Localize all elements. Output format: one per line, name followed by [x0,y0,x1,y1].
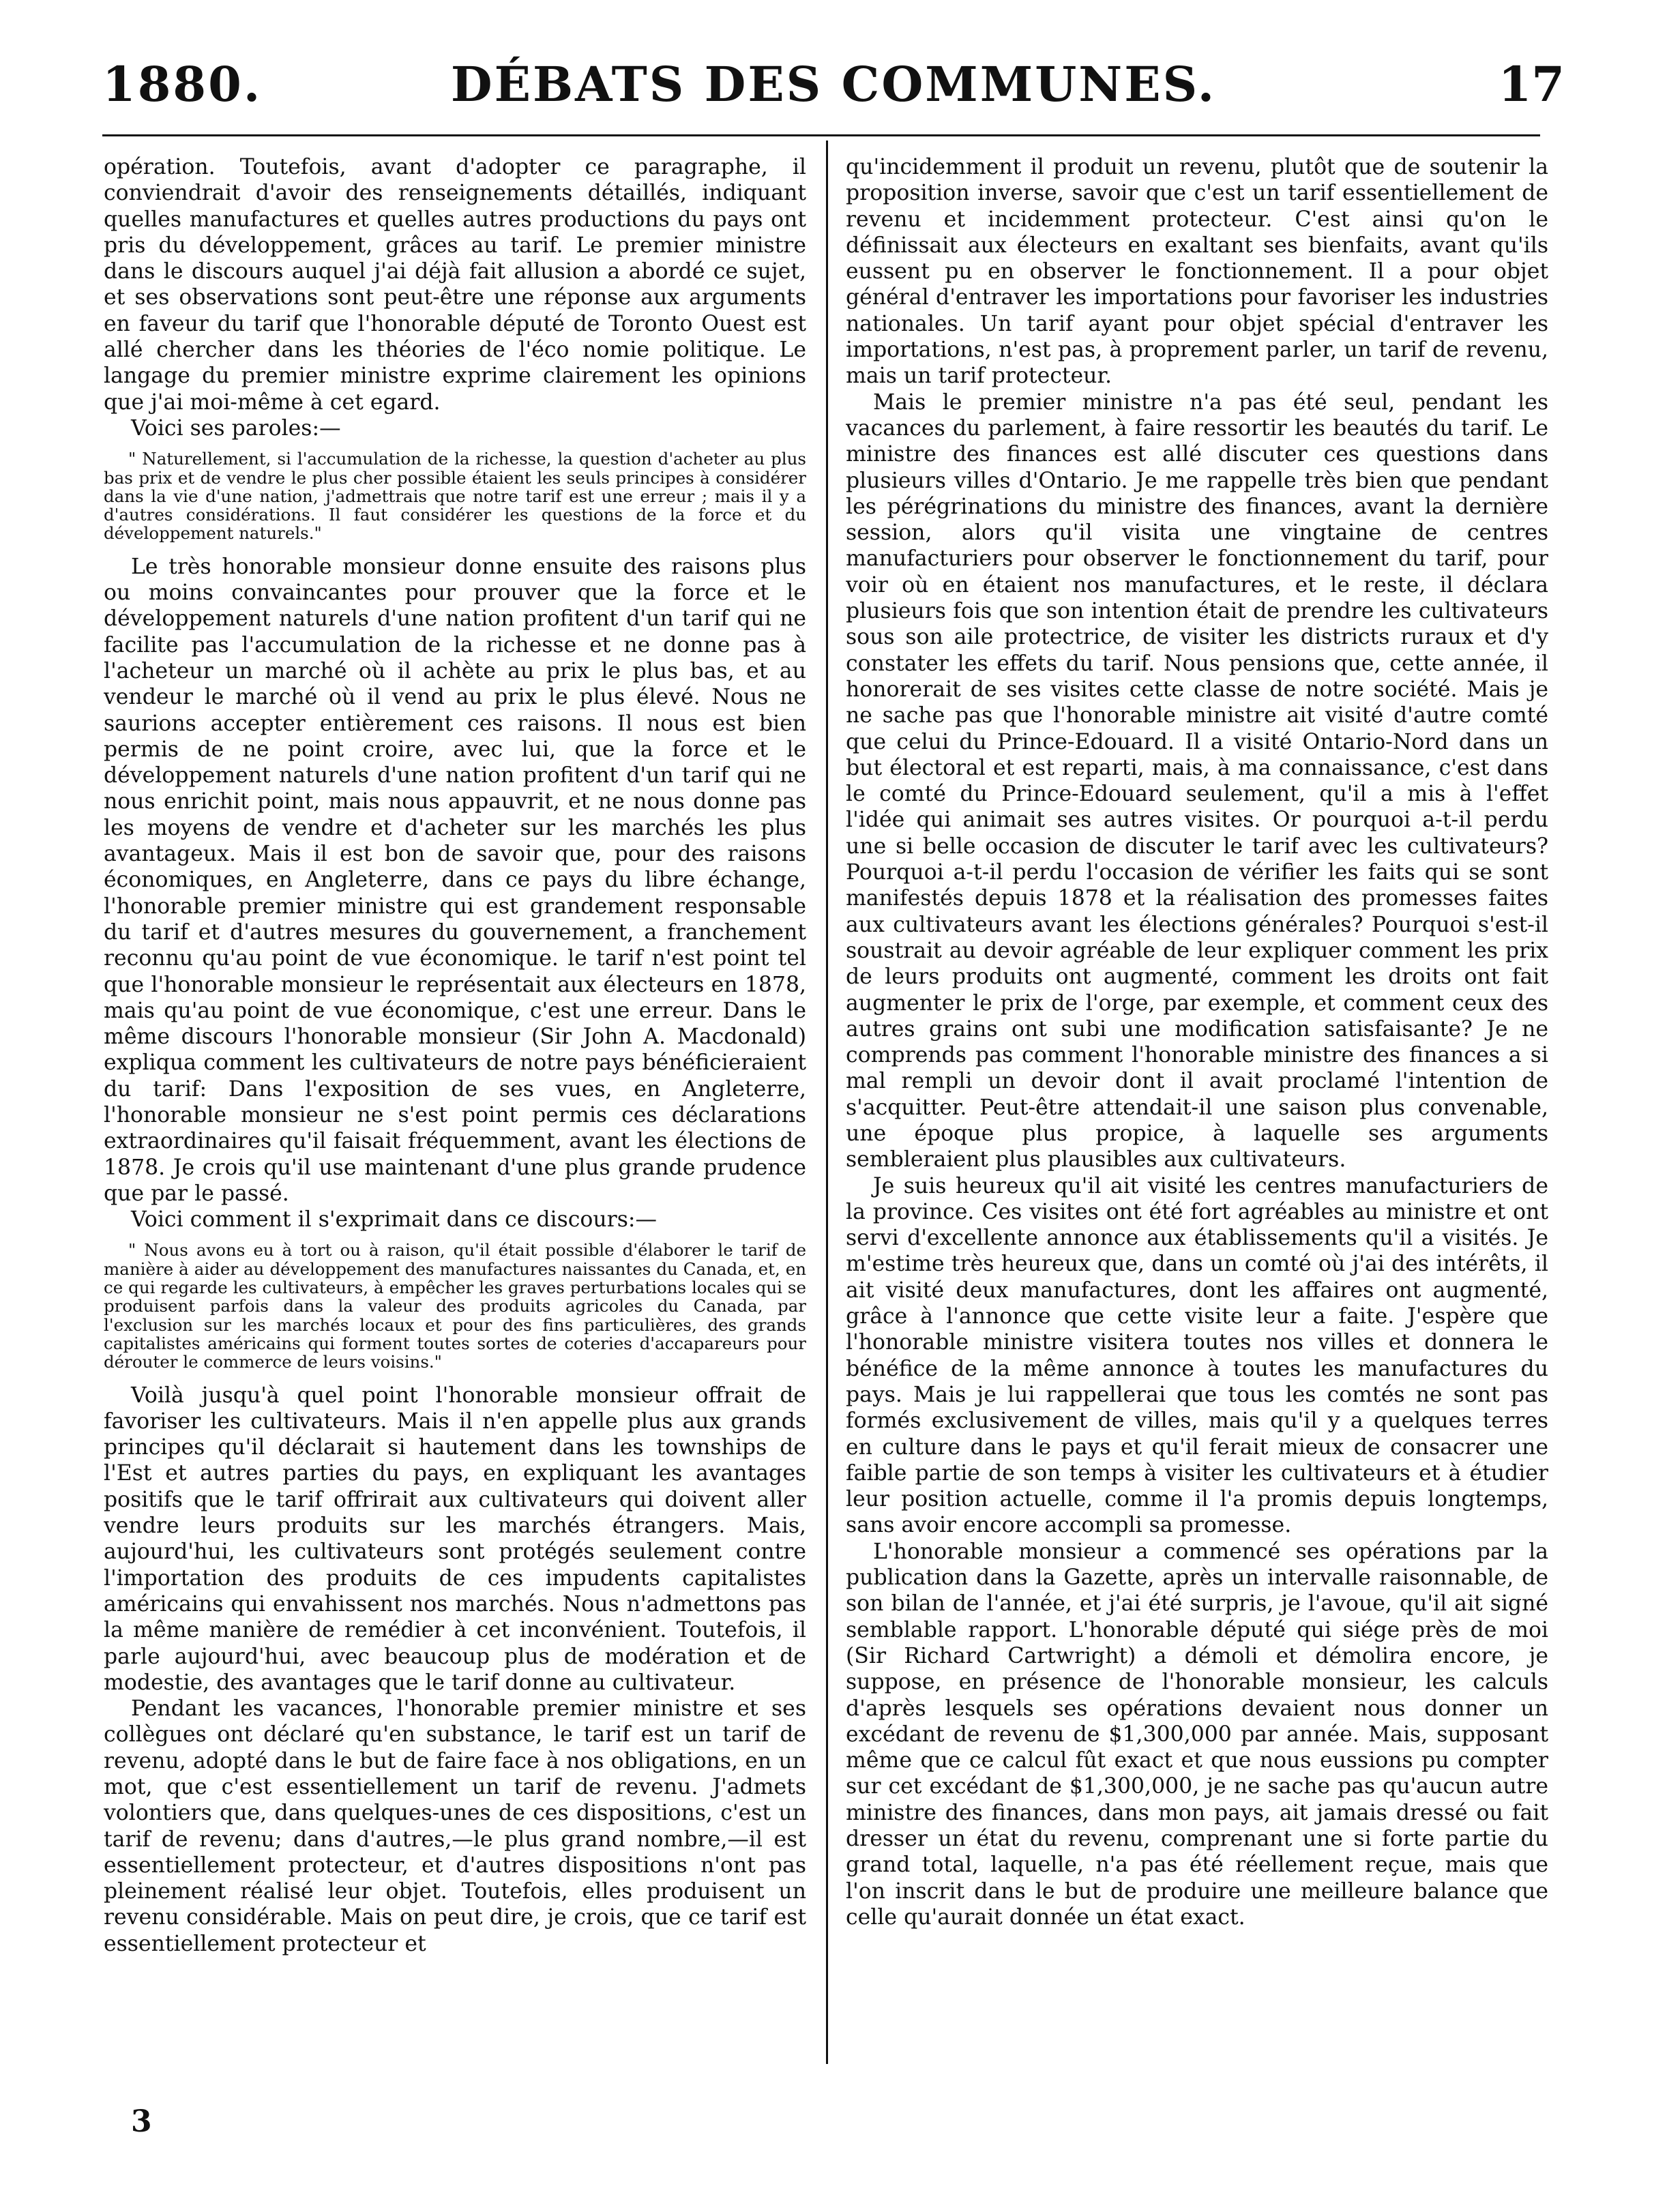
column-divider [826,141,828,2064]
paragraph: Voici ses paroles:— [131,415,341,441]
block-quote: " Nous avons eu à tort ou à raison, qu'il était possible d'élaborer le tarif de manière à aider au développement des manufactures naissantes du Canada, et, en ce qui regarde les cultivateurs, à empêcher les graves perturbations locales qui se produisent parfois dans la valeur des produits agricoles du Canada, par l'exclusion sur les marchés locaux et pour des fins particulières, des grands capitalistes américains qui forment toutes sortes de coteries d'accapareurs pour dérouter le commerce de leurs voisins." [104,1240,806,1372]
paragraph: Le très honorable monsieur donne ensuite des raisons plus ou moins convaincantes pour prouver que la force et le développement naturels d'une nation profitent d'un tarif qui ne facilite pas l'accumulation de la richesse et ne donne pas à l'acheteur un marché où il achète au prix le plus bas, et au vendeur le marché où il vend au prix le plus élevé. Nous ne saurions accepter entièrement ces raisons. Il nous est bien permis de ne point croire, avec lui, que la force et le développement naturels d'une nation profitent d'un tarif qui ne nous enrichit point, mais nous appauvrit, et ne nous donne pas les moyens de vendre et d'acheter sur les marchés les plus avantageux. Mais il est bon de savoir que, pour des raisons économiques, en Angleterre, dans ce pays du libre échange, l'honorable premier ministre qui est grandement responsable du tarif et d'autres mesures du gouvernement, a franchement reconnu qu'au point de vue économique. le tarif n'est point tel que l'honorable monsieur le représentait aux électeurs en 1878, mais qu'au point de vue économique, c'est une erreur. Dans le même discours l'honorable monsieur (Sir John A. Macdonald) expliqua comment les cultivateurs de notre pays bénéficieraient du tarif: Dans l'exposition de ses vues, en Angleterre, l'honorable monsieur ne s'est point permis ces déclarations extraordinaires qu'il faisait fréquemment, avant les élections de 1878. Je crois qu'il use maintenant d'une plus grande prudence que par le passé. [104,554,806,1206]
right-column [846,154,1548,2078]
paragraph: L'honorable monsieur a commencé ses opérations par la publication dans la Gazette, après un intervalle raisonnable, de son bilan de l'année, et j'ai été surpris, je l'avoue, qu'il ait signé semblable rapport. L'honorable député qui siége près de moi (Sir Richard Cartwright) a démoli et démolira encore, je suppose, en présence de l'honorable monsieur, les calculs d'après lesquels ses opérations devaient nous donner un excédant de revenu de $1,300,000 par année. Mais, supposant même que ce calcul fût exact et que nous eussions pu compter sur cet excédant de $1,300,000, je ne sache pas qu'aucun autre ministre des finances, dans mon pays, ait jamais dressé ou fait dresser un état du revenu, comprenant une si forte partie du grand total, laquelle, n'a pas été réellement reçue, mais que l'on inscrit dans le but de produire une meilleure balance que celle qu'aurait donnée un état exact. [846,1539,1548,1930]
paragraph: Voici comment il s'exprimait dans ce discours:— [131,1207,657,1233]
left-column [104,154,806,2078]
paragraph: Voilà jusqu'à quel point l'honorable monsieur offrait de favoriser les cultivateurs. Mais il n'en appelle plus aux grands principes qu'il déclarait si hautement dans les townships de l'Est et autres parties du pays, en expliquant les avantages positifs que le tarif offrirait aux cultivateurs qui doivent aller vendre leurs produits sur les marchés étrangers. Mais, aujourd'hui, les cultivateurs sont protégés seulement contre l'importation des produits de ces impudents capitalistes américains qui envahissent nos marchés. Nous n'admettons pas la même manière de remédier à cet inconvénient. Toutefois, il parle aujourd'hui, avec beaucoup plus de modération et de modestie, des avantages que le tarif donne au cultivateur. [104,1383,806,1695]
header-title: DÉBATS DES COMMUNES. [450,56,1217,113]
paragraph: qu'incidemment il produit un revenu, plutôt que de soutenir la proposition inverse, savoir que c'est un tarif essentiellement de revenu et incidemment protecteur. C'est ainsi qu'on le définissait aux électeurs en exaltant ses bienfaits, avant qu'ils eussent pu en observer le fonctionnement. Il a pour objet général d'entraver les importations pour favoriser les industries nationales. Un tarif ayant pour objet spécial d'entraver les importations, n'est pas, à proprement parler, un tarif de revenu, mais un tarif protecteur. [846,155,1548,389]
signature-mark: 3 [131,2104,152,2139]
page-header [0,0,1667,116]
paragraph: Pendant les vacances, l'honorable premier ministre et ses collègues ont déclaré qu'en substance, le tarif est un tarif de revenu, adopté dans le but de faire face à nos obligations, en un mot, que c'est essentiellement un tarif de revenu. J'admets volontiers que, dans quelques-unes de ces dispositions, c'est un tarif de revenu; dans d'autres,—le plus grand nombre,—il est essentiellement protecteur, et d'autres dispositions n'ont pas pleinement réalisé leur objet. Toutefois, elles produisent un revenu considérable. Mais on peut dire, je crois, que ce tarif est essentiellement protecteur et [104,1696,806,1956]
header-year: 1880. [102,56,263,113]
header-rule [102,134,1540,136]
paragraph: Mais le premier ministre n'a pas été seul, pendant les vacances du parlement, à faire ressortir les beautés du tarif. Le ministre des finances est allé discuter ces questions dans plusieurs villes d'Ontario. Je me rappelle très bien que pendant les pérégrinations du ministre des finances, avant la dernière session, alors qu'il visita une vingtaine de centres manufacturiers pour observer le fonctionnement du tarif, pour voir où en étaient nos manufactures, et le reste, il déclara plusieurs fois que son intention était de prendre les cultivateurs sous son aile protectrice, de visiter les districts ruraux et d'y constater les effets du tarif. Nous pensions que, cette année, il honorerait de ses visites cette classe de notre société. Mais je ne sache pas que l'honorable ministre ait visité d'autre comté que celui du Prince-Edouard. Il a visité Ontario-Nord dans un but électoral et est reparti, mais, à ma connaissance, c'est dans le comté du Prince-Edouard seulement, qu'il a mis à l'effet l'idée qui animait ses autres visites. Or pourquoi a-t-il perdu une si belle occasion de discuter le tarif avec les cultivateurs? Pourquoi a-t-il perdu l'occasion de vérifier les faits qui se sont manifestés depuis 1878 et la réalisation des promesses faites aux cultivateurs avant les élections générales? Pourquoi s'est-il soustrait au devoir agréable de leur expliquer comment les prix de leurs produits ont augmenté, comment les droits ont fait augmenter le prix de l'orge, par exemple, et comment ceux des autres grains ont subi une modification satisfaisante? Je ne comprends pas comment l'honorable ministre des finances a si mal rempli un devoir dont il avait proclamé l'intention de s'acquitter. Peut-être attendait-il une saison plus convenable, une époque plus propice, à laquelle ses arguments sembleraient plus plausibles aux cultivateurs. [846,389,1548,1173]
block-quote: " Naturellement, si l'accumulation de la richesse, la question d'acheter au plus bas prix et de vendre le plus cher possible étaient les seuls principes à considérer dans la vie d'une nation, j'admettrais que notre tarif est une erreur ; mais il y a d'autres considérations. Il faut considérer les questions de la force et du développement naturels." [104,449,806,544]
paragraph: Je suis heureux qu'il ait visité les centres manufacturiers de la province. Ces visites ont été fort agréables au ministre et ont servi d'excellente annonce aux établissements qu'il a visités. Je m'estime très heureux que, dans un comté où j'ai des intérêts, il ait visité deux manufactures, dont les affaires ont augmenté, grâce à l'annonce que cette visite leur a faite. J'espère que l'honorable ministre visitera toutes nos villes et donnera le bénéfice de la même annonce à toutes les manufactures du pays. Mais je lui rappellerai que tous les comtés ne sont pas formés exclusivement de villes, mais qu'il y a quelques terres en culture dans le pays et qu'il ferait mieux de consacrer une faible partie de son temps à visiter les cultivateurs et à étudier leur position actuelle, comme il l'a promis depuis longtemps, sans avoir encore accompli sa promesse. [846,1173,1548,1538]
header-page-number: 17 [1498,56,1565,113]
paragraph: opération. Toutefois, avant d'adopter ce paragraphe, il conviendrait d'avoir des renseignements détaillés, indiquant quelles manufactures et quelles autres productions du pays ont pris du développement, grâces au tarif. Le premier ministre dans le discours auquel j'ai déjà fait allusion a abordé ce sujet, et ses observations sont peut-être une réponse aux arguments en faveur du tarif que l'honorable député de Toronto Ouest est allé chercher dans les théories de l'éco nomie politique. Le langage du premier ministre exprime clairement les opinions que j'ai moi-même à cet egard. [104,155,806,415]
